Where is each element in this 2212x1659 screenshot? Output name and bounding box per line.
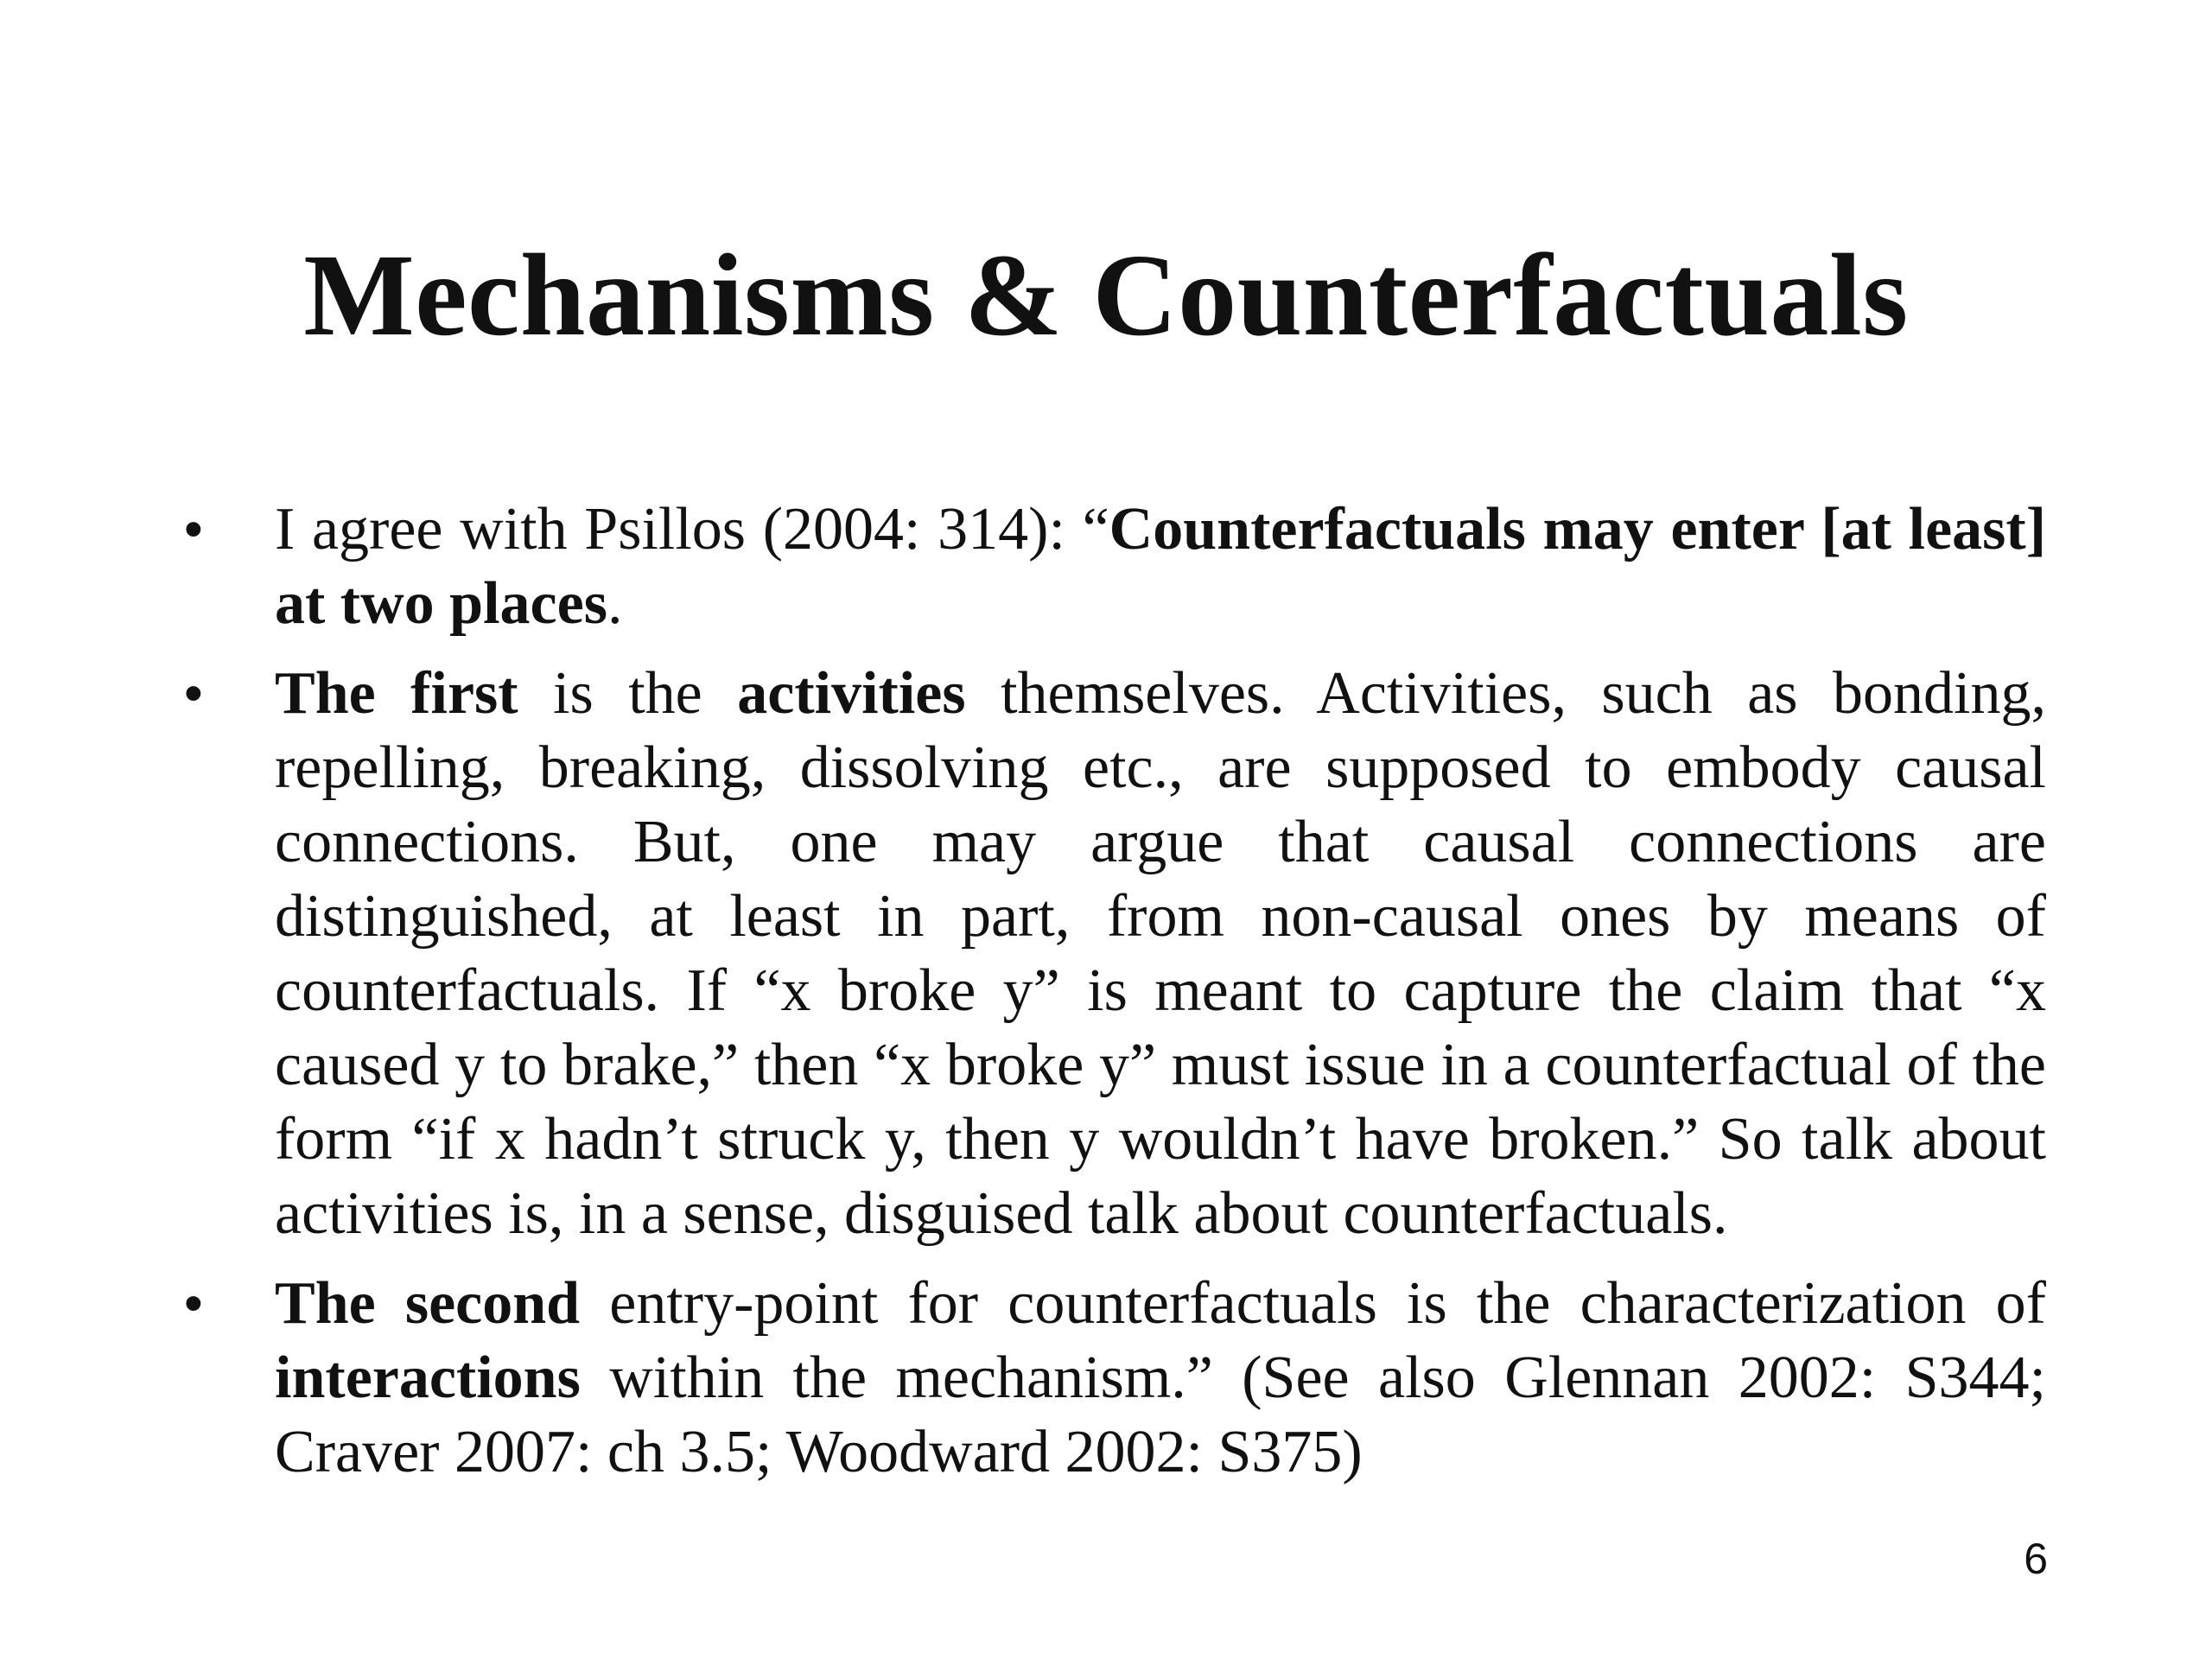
bullet-bold-text: The second — [275, 1270, 581, 1337]
bullet-dot-icon: • — [184, 1274, 203, 1333]
bullet-bold-text: The first — [275, 660, 518, 727]
bullet-dot-icon: • — [184, 499, 203, 559]
page-number: 6 — [2024, 1535, 2048, 1583]
bullet-text: themselves. Activities, such as bonding, repelling, breaking, dissolving etc., are supposed to embody causal connections. But, one may argue that causal connections are distinguished, at least in part, from non-causal ones by means of counterfactuals. If “x broke y” is meant to capture the claim that “x caused y to brake,” then “x broke y” must issue in a counterfactual of the form “if x hadn’t struck y, then y wouldn’t have broken.” So talk about activities is, in a sense, disguised talk about counterfactuals. — [275, 660, 2046, 1247]
bullet-bold-text: interactions — [275, 1344, 581, 1411]
bullet-item-second-entry — [184, 1267, 2046, 1490]
bullet-text: entry-point for counterfactuals is the characterization of — [580, 1270, 2046, 1337]
bullet-dot-icon: • — [184, 664, 203, 723]
slide-title: Mechanisms & Counterfactuals — [303, 231, 1909, 360]
bullet-bold-text: Counterfactuals may enter [at least] at two places — [275, 496, 2047, 637]
bullet-item-psillos-quote — [184, 493, 2047, 641]
bullet-text: is the — [518, 660, 738, 727]
bullet-text: . — [607, 570, 623, 637]
bullet-text: I agree with Psillos (2004: 314): “ — [275, 496, 1109, 563]
bullet-bold-text: activities — [737, 660, 966, 727]
bullet-list — [184, 493, 2047, 1505]
bullet-item-first-entry — [184, 657, 2046, 1251]
bullet-text: within the mechanism.” (See also Glennan 2002: S344; Craver 2007: ch 3.5; Woodward 2002: S375) — [275, 1344, 2046, 1485]
